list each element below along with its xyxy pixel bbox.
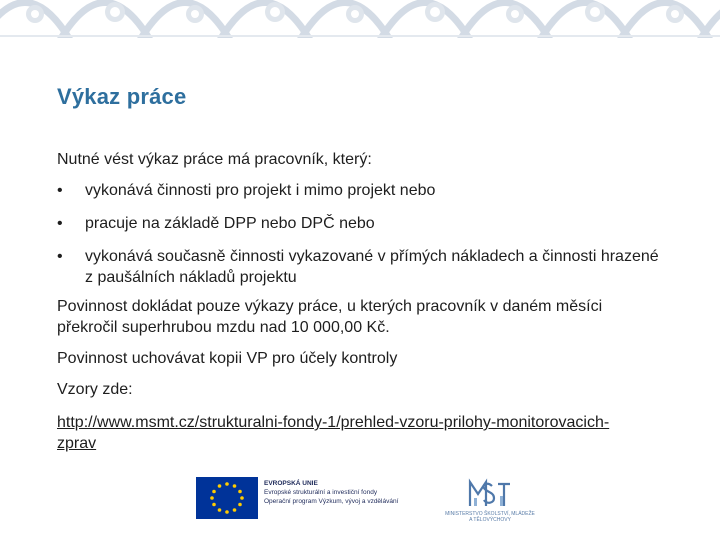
- bullet-text: pracuje na základě DPP nebo DPČ nebo: [85, 215, 375, 232]
- bullet-item: [57, 213, 667, 234]
- templates-link[interactable]: http://www.msmt.cz/strukturalni-fondy-1/prehled-vzoru-prilohy-monitorovacich-zprav: [57, 414, 610, 452]
- eu-funds-line: Evropské strukturální a investiční fondy: [264, 489, 378, 496]
- paragraph-templates: Vzory zde:: [57, 381, 133, 398]
- slide-title: Výkaz práce: [57, 84, 187, 109]
- eu-flag-icon: [196, 477, 258, 519]
- bullet-icon: •: [57, 182, 63, 199]
- eu-program-line: Operační program Výzkum, vývoj a vzdělávání: [264, 498, 399, 505]
- bullet-text: vykonává současně činnosti vykazované v přímých nákladech a činnosti hrazené z paušálních nákladů projektu: [85, 248, 659, 286]
- bullet-list: [57, 180, 667, 288]
- bullet-icon: •: [57, 248, 63, 265]
- intro-text: Nutné vést výkaz práce má pracovník, který:: [57, 151, 372, 168]
- bullet-text: vykonává činnosti pro projekt i mimo projekt nebo: [85, 182, 436, 199]
- bullet-icon: •: [57, 215, 63, 232]
- eu-program-text: [264, 479, 398, 506]
- bullet-item: [57, 180, 667, 201]
- paragraph-obligation-submit: Povinnost dokládat pouze výkazy práce, u kterých pracovník v daném měsíci překročil superhrubou mzdu nad 10 000,00 Kč.: [57, 298, 603, 336]
- header-decoration: [0, 0, 720, 38]
- bullet-item: [57, 246, 667, 288]
- ministry-caption: MINISTERSTVO ŠKOLSTVÍ, MLÁDEŽE A TĚLOVÝCHOVY: [445, 511, 535, 523]
- paragraph-obligation-keep-copy: Povinnost uchovávat kopii VP pro účely kontroly: [57, 350, 398, 367]
- eu-title: EVROPSKÁ UNIE: [264, 480, 318, 487]
- footer-logos: [196, 474, 536, 524]
